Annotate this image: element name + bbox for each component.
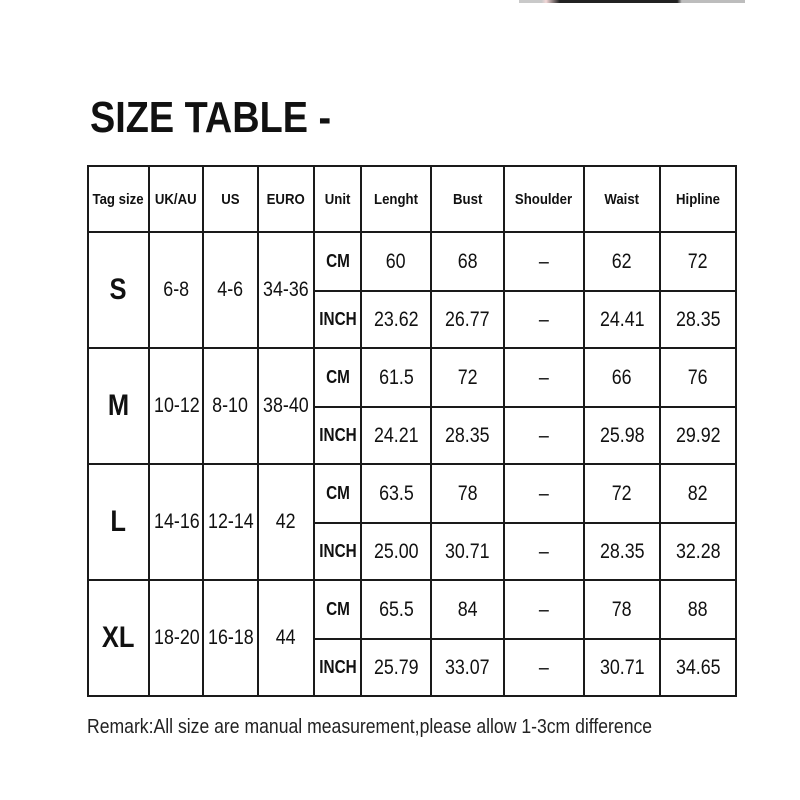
- hipline-cell: 88: [660, 580, 736, 639]
- header-cell: Unit: [314, 166, 361, 232]
- bust-cell: 33.07: [431, 639, 504, 696]
- bust-cell: 30.71: [431, 523, 504, 580]
- length-cell: 23.62: [361, 291, 431, 348]
- table-row: [88, 232, 736, 291]
- waist-cell: 25.98: [584, 407, 660, 464]
- uk-au-cell: 6-8: [149, 232, 203, 348]
- unit-cell: INCH: [314, 523, 361, 580]
- header-cell: Tag size: [88, 166, 149, 232]
- header-cell: UK/AU: [149, 166, 203, 232]
- page-title: SIZE TABLE -: [90, 93, 332, 142]
- hipline-cell: 28.35: [660, 291, 736, 348]
- table-row: [88, 464, 736, 523]
- length-cell: 24.21: [361, 407, 431, 464]
- waist-cell: 24.41: [584, 291, 660, 348]
- uk-au-cell: 18-20: [149, 580, 203, 696]
- us-cell: 4-6: [203, 232, 258, 348]
- table-row: [88, 580, 736, 639]
- us-cell: 12-14: [203, 464, 258, 580]
- uk-au-cell: 10-12: [149, 348, 203, 464]
- cropped-image-strip: [519, 0, 745, 3]
- us-cell: 16-18: [203, 580, 258, 696]
- unit-cell: INCH: [314, 639, 361, 696]
- shoulder-cell: –: [504, 464, 584, 523]
- waist-cell: 30.71: [584, 639, 660, 696]
- shoulder-cell: –: [504, 580, 584, 639]
- hipline-cell: 82: [660, 464, 736, 523]
- remark-text: Remark:All size are manual measurement,please allow 1-3cm difference: [87, 716, 653, 738]
- unit-cell: INCH: [314, 407, 361, 464]
- header-cell: Lenght: [361, 166, 431, 232]
- bust-cell: 84: [431, 580, 504, 639]
- tag-size-cell: S: [88, 232, 149, 348]
- euro-cell: 44: [258, 580, 314, 696]
- unit-cell: CM: [314, 464, 361, 523]
- header-cell: US: [203, 166, 258, 232]
- euro-cell: 34-36: [258, 232, 314, 348]
- unit-cell: CM: [314, 232, 361, 291]
- shoulder-cell: –: [504, 523, 584, 580]
- hipline-cell: 72: [660, 232, 736, 291]
- bust-cell: 68: [431, 232, 504, 291]
- unit-cell: CM: [314, 580, 361, 639]
- length-cell: 65.5: [361, 580, 431, 639]
- length-cell: 60: [361, 232, 431, 291]
- tag-size-cell: M: [88, 348, 149, 464]
- shoulder-cell: –: [504, 232, 584, 291]
- shoulder-cell: –: [504, 407, 584, 464]
- header-cell: Bust: [431, 166, 504, 232]
- length-cell: 25.79: [361, 639, 431, 696]
- waist-cell: 66: [584, 348, 660, 407]
- shoulder-cell: –: [504, 348, 584, 407]
- hipline-cell: 32.28: [660, 523, 736, 580]
- header-cell: EURO: [258, 166, 314, 232]
- length-cell: 25.00: [361, 523, 431, 580]
- waist-cell: 72: [584, 464, 660, 523]
- waist-cell: 62: [584, 232, 660, 291]
- unit-cell: INCH: [314, 291, 361, 348]
- uk-au-cell: 14-16: [149, 464, 203, 580]
- length-cell: 63.5: [361, 464, 431, 523]
- header-cell: Shoulder: [504, 166, 584, 232]
- bust-cell: 26.77: [431, 291, 504, 348]
- waist-cell: 28.35: [584, 523, 660, 580]
- euro-cell: 42: [258, 464, 314, 580]
- header-cell: Waist: [584, 166, 660, 232]
- bust-cell: 72: [431, 348, 504, 407]
- hipline-cell: 76: [660, 348, 736, 407]
- bust-cell: 78: [431, 464, 504, 523]
- tag-size-cell: XL: [88, 580, 149, 696]
- us-cell: 8-10: [203, 348, 258, 464]
- header-cell: Hipline: [660, 166, 736, 232]
- shoulder-cell: –: [504, 639, 584, 696]
- hipline-cell: 29.92: [660, 407, 736, 464]
- shoulder-cell: –: [504, 291, 584, 348]
- size-table: [87, 165, 737, 697]
- table-row: [88, 348, 736, 407]
- hipline-cell: 34.65: [660, 639, 736, 696]
- length-cell: 61.5: [361, 348, 431, 407]
- waist-cell: 78: [584, 580, 660, 639]
- euro-cell: 38-40: [258, 348, 314, 464]
- unit-cell: CM: [314, 348, 361, 407]
- bust-cell: 28.35: [431, 407, 504, 464]
- header-row: [88, 166, 736, 232]
- tag-size-cell: L: [88, 464, 149, 580]
